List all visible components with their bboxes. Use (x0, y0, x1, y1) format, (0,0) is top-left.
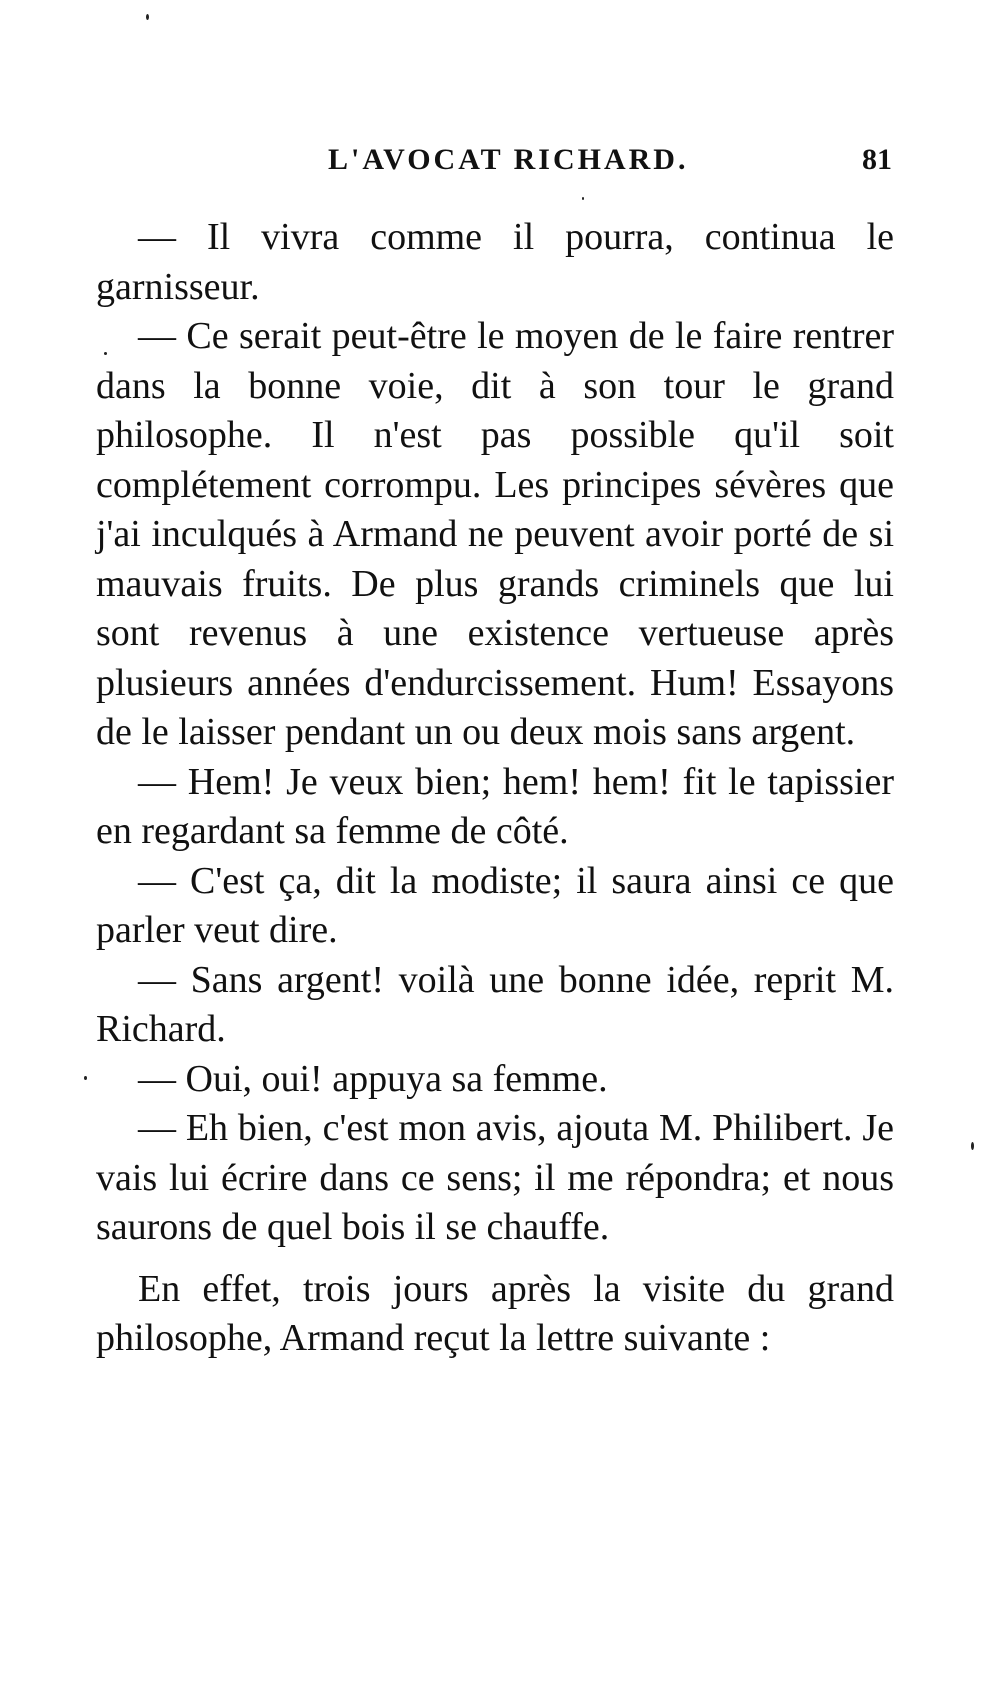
scan-speck (971, 1142, 974, 1150)
paragraph: — Oui, oui! appuya sa femme. (138, 1057, 608, 1100)
running-title: L'AVOCAT RICHARD. (328, 143, 689, 176)
scan-speck (84, 1076, 87, 1080)
body-text (96, 213, 894, 1364)
scan-speck (104, 352, 107, 355)
scan-speck (146, 14, 149, 20)
paragraph: — Ce serait peut-être le moyen de le faire rentrer dans la bonne voie, dit à son tour le grand philosophe. Il n'est pas possible qu'il soit complétement corrompu. Les principes sévères que j'ai inculqués à Armand ne peuvent avoir porté de si mauvais fruits. De plus grands criminels que lui sont revenus à une existence vertueuse après plusieurs années d'endurcissement. Hum! Essayons de le laisser pendant un ou deux mois sans argent. (96, 315, 894, 753)
paragraph: En effet, trois jours après la visite du grand philosophe, Armand reçut la lettre suivante : (96, 1267, 894, 1359)
running-head (0, 143, 1000, 183)
paragraph: — Il vivra comme il pourra, continua le garnisseur. (96, 216, 894, 308)
page-number: 81 (862, 143, 892, 176)
paragraph: — C'est ça, dit la modiste; il saura ainsi ce que parler veut dire. (96, 859, 894, 951)
paragraph: — Eh bien, c'est mon avis, ajouta M. Philibert. Je vais lui écrire dans ce sens; il me répondra; et nous saurons de quel bois il se chauffe. (96, 1107, 894, 1248)
paragraph: — Sans argent! voilà une bonne idée, reprit M. Richard. (96, 958, 894, 1050)
scan-speck (582, 197, 584, 200)
paragraph: — Hem! Je veux bien; hem! hem! fit le tapissier en regardant sa femme de côté. (96, 760, 894, 852)
